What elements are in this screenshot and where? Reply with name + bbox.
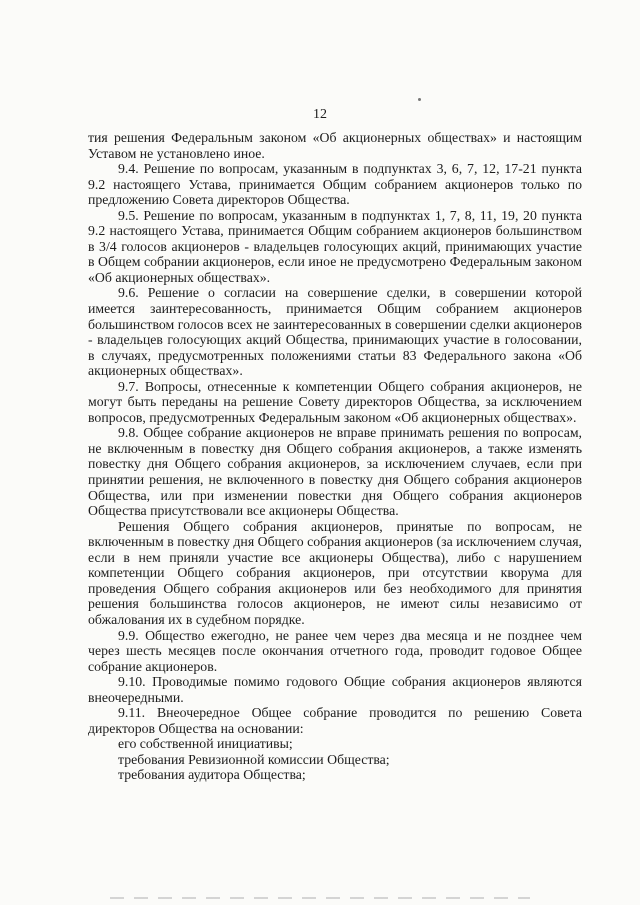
document-body (88, 130, 582, 783)
scan-speck (418, 98, 421, 101)
paragraph-9-8-decisions: Решения Общего собрания акционеров, принятые по вопросам, не включенным в повестку дня Общего собрания акционеров (за исключением случая, если в нем приняли участие все акционеры Общества), либо с нарушением компетенции Общего собрания акционеров, при отсутствии кворума для проведения Общего собрания акционеров или без необходимого для принятия решения большинства голосов акционеров, не имеют силы независимо от обжалования их в судебном порядке. (88, 518, 582, 627)
paragraph-9-4: 9.4. Решение по вопросам, указанным в подпунктах 3, 6, 7, 12, 17-21 пункта 9.2 настоящего Устава, принимается Общим собранием акционеров только по предложению Совета директоров Общества. (88, 161, 582, 208)
paragraph-9-10: 9.10. Проводимые помимо годового Общие собрания акционеров являются внеочередными. (88, 674, 582, 705)
list-item: требования аудитора Общества; (118, 767, 306, 783)
paragraph-9-8: 9.8. Общее собрание акционеров не вправе принимать решения по вопросам, не включенным в повестку дня Общего собрания акционеров, а также изменять повестку дня Общего собрания акционеров, за исключением случаев, если при принятии решения, не включенного в повестку дня Общего собрания акционеров Общества, или при изменении повестки дня Общего собрания акционеров Общества присутствовали все акционеры Общества. (88, 425, 582, 519)
paragraph-9-9: 9.9. Общество ежегодно, не ранее чем через два месяца и не позднее чем через шесть месяцев после окончания отчетного года, проводит годовое Общее собрание акционеров. (88, 627, 582, 674)
page-number: 12 (313, 107, 327, 122)
paragraph-9-5: 9.5. Решение по вопросам, указанным в подпунктах 1, 7, 8, 11, 19, 20 пункта 9.2 настоящего Устава, принимается Общим собранием акционеров большинством в 3/4 голосов акционеров - владельцев голосующих акций, принимающих участие в Общем собрании акционеров, если иное не предусмотрено Федеральным законом «Об акционерных обществах». (88, 207, 582, 285)
paragraph-continuation: тия решения Федеральным законом «Об акционерных обществах» и настоящим Уставом не установлено иное. (88, 130, 582, 161)
paragraph-9-11: 9.11. Внеочередное Общее собрание проводится по решению Совета директоров Общества на основании: (88, 705, 582, 736)
list-item: требования Ревизионной комиссии Общества; (118, 751, 390, 767)
list-item: его собственной инициативы; (118, 736, 293, 752)
scan-edge-marks (110, 897, 530, 899)
paragraph-9-6: 9.6. Решение о согласии на совершение сделки, в совершении которой имеется заинтересованность, принимается Общим собранием акционеров большинством голосов всех не заинтересованных в совершении сделки акционеров - владельцев голосующих акций Общества, принимающих участие в голосовании, в случаях, предусмотренных положениями статьи 83 Федерального закона «Об акционерных обществах». (88, 285, 582, 379)
paragraph-9-7: 9.7. Вопросы, отнесенные к компетенции Общего собрания акционеров, не могут быть переданы на решение Совету директоров Общества, за исключением вопросов, предусмотренных Федеральным законом «Об акционерных обществах». (88, 378, 582, 425)
